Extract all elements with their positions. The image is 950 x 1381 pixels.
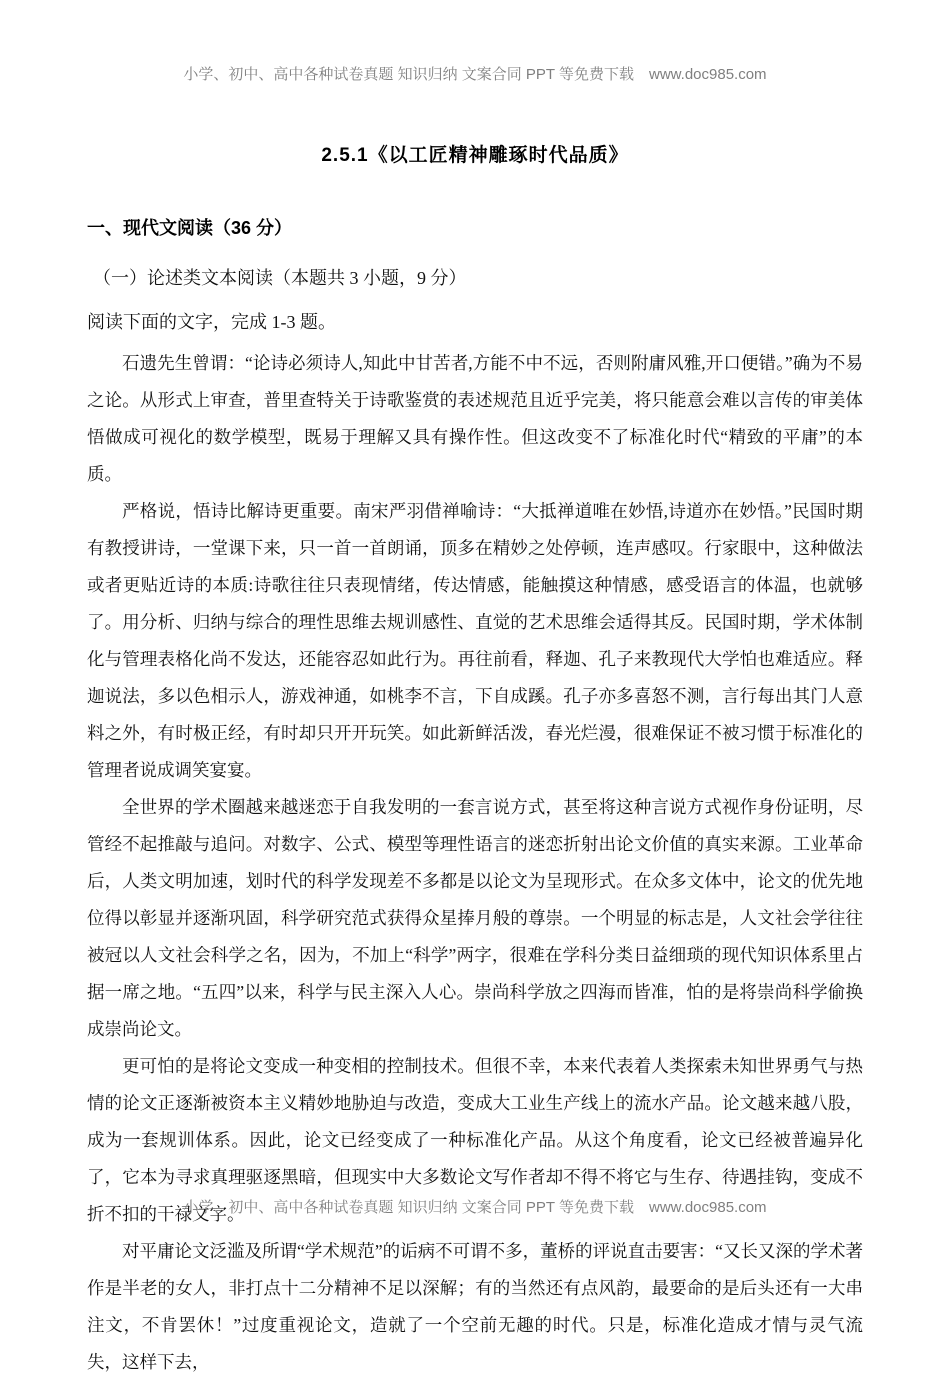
- footer-watermark: 小学、初中、高中各种试卷真题 知识归纳 文案合同 PPT 等免费下载 www.doc985.com: [183, 1199, 767, 1216]
- passage-paragraph-2: 严格说，悟诗比解诗更重要。南宋严羽借禅喻诗：“大抵禅道唯在妙悟,诗道亦在妙悟。”民国时期有教授讲诗，一堂课下来，只一首一首朗诵，顶多在精妙之处停顿，连声感叹。行家眼中，这种做法或者更贴近诗的本质:诗歌往往只表现情绪，传达情感，能触摸这种情感，感受语言的体温，也就够了。用分析、归纳与综合的理性思维去规训感性、直觉的艺术思维会适得其反。民国时期，学术体制化与管理表格化尚不发达，还能容忍如此行为。再往前看，释迦、孔子来教现代大学怕也难适应。释迦说法，多以色相示人，游戏神通，如桃李不言，下自成蹊。孔子亦多喜怒不测，言行每出其门人意料之外，有时极正经，有时却只开开玩笑。如此新鲜活泼，春光烂漫，很难保证不被习惯于标准化的管理者说成调笑宴宴。: [87, 501, 863, 780]
- reading-instruction: 阅读下面的文字，完成 1-3 题。: [87, 312, 336, 332]
- document-title: 2.5.1《以工匠精神雕琢时代品质》: [321, 145, 629, 166]
- header-watermark: 小学、初中、高中各种试卷真题 知识归纳 文案合同 PPT 等免费下载 www.doc985.com: [183, 66, 767, 83]
- section-heading-modern-reading: 一、现代文阅读（36 分）: [87, 218, 293, 238]
- subsection-heading-argumentative-reading: （一）论述类文本阅读（本题共 3 小题，9 分）: [93, 268, 467, 288]
- passage-paragraph-3: 全世界的学术圈越来越迷恋于自我发明的一套言说方式，甚至将这种言说方式视作身份证明，尽管经不起推敲与追问。对数字、公式、模型等理性语言的迷恋折射出论文价值的真实来源。工业革命后，人类文明加速，划时代的科学发现差不多都是以论文为呈现形式。在众多文体中，论文的优先地位得以彰显并逐渐巩固，科学研究范式获得众星捧月般的尊崇。一个明显的标志是，人文社会学往往被冠以人文社会科学之名，因为，不加上“科学”两字，很难在学科分类日益细琐的现代知识体系里占据一席之地。“五四”以来，科学与民主深入人心。崇尚科学放之四海而皆准，怕的是将崇尚科学偷换成崇尚论文。: [87, 797, 863, 1039]
- passage-paragraph-5: 对平庸论文泛滥及所谓“学术规范”的诟病不可谓不多，董桥的评说直击要害：“又长又深的学术著作是半老的女人，非打点十二分精神不足以深解；有的当然还有点风韵，最要命的是后头还有一大串注文，不肯罢休！”过度重视论文，造就了一个空前无趣的时代。只是，标准化造成才情与灵气流失，这样下去，: [87, 1241, 863, 1372]
- passage: [87, 345, 863, 1381]
- passage-paragraph-1: 石遗先生曾谓：“论诗必须诗人,知此中甘苦者,方能不中不远，否则附庸风雅,开口便错。”确为不易之论。从形式上审查，普里查特关于诗歌鉴赏的表述规范且近乎完美，将只能意会难以言传的审美体悟做成可视化的数学模型，既易于理解又具有操作性。但这改变不了标准化时代“精致的平庸”的本质。: [87, 353, 863, 484]
- passage-paragraph-4: 更可怕的是将论文变成一种变相的控制技术。但很不幸，本来代表着人类探索未知世界勇气与热情的论文正逐渐被资本主义精妙地胁迫与改造，变成大工业生产线上的流水产品。论文越来越八股，成为一套规训体系。因此，论文已经变成了一种标准化产品。从这个角度看，论文已经被普遍异化了，它本为寻求真理驱逐黑暗，但现实中大多数论文写作者却不得不将它与生存、待遇挂钩，变成不折不扣的干禄文字。: [87, 1056, 863, 1224]
